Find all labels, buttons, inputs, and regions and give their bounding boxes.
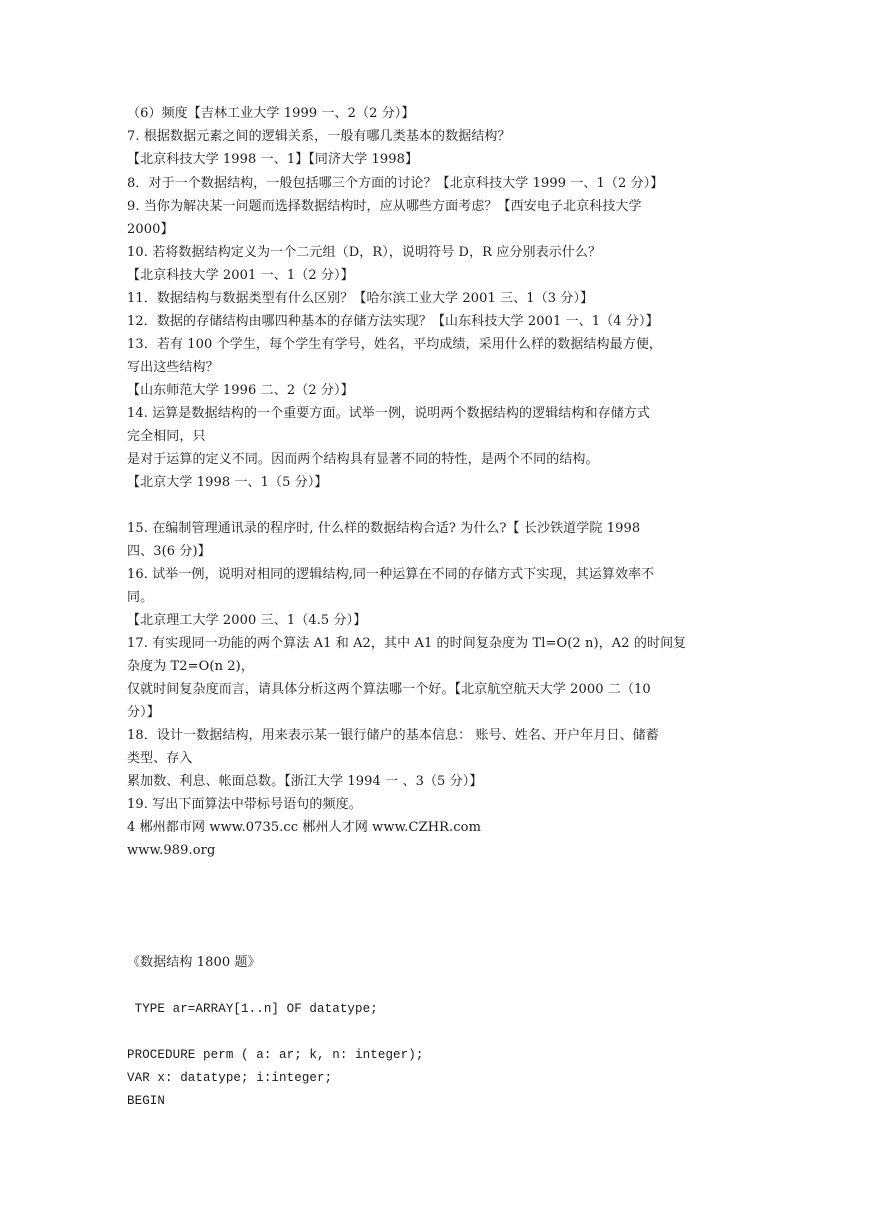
text-line: 分）】 bbox=[127, 705, 160, 720]
text-line: 15. 在编制管理通讯录的程序时, 什么样的数据结构合适? 为什么?【 长沙铁道学院 1998 bbox=[127, 521, 641, 536]
text-line: 11．数据结构与数据类型有什么区别？【哈尔滨工业大学 2001 三、1（3 分）】 bbox=[127, 291, 594, 306]
text-line: 19. 写出下面算法中带标号语句的频度。 bbox=[127, 797, 362, 812]
text-line: 写出这些结构？ bbox=[127, 360, 219, 375]
text-line: 同。 bbox=[127, 590, 154, 605]
text-line: 13．若有 100 个学生，每个学生有学号，姓名，平均成绩，采用什么样的数据结构最方便， bbox=[127, 337, 663, 352]
code-line: BEGIN bbox=[127, 1094, 166, 1108]
footer-url: www.989.org bbox=[127, 843, 216, 858]
text-line: 7. 根据数据元素之间的逻辑关系，一般有哪几类基本的数据结构？ bbox=[127, 129, 511, 144]
text-line: 杂度为 T2=O(n 2)， bbox=[127, 659, 254, 674]
text-line: 是对于运算的定义不同。因而两个结构具有显著不同的特性，是两个不同的结构。 bbox=[127, 452, 599, 467]
text-line: 四、3(6 分)】 bbox=[127, 544, 211, 559]
book-title-header: 《数据结构 1800 题》 bbox=[127, 955, 261, 970]
text-line: （6）频度【吉林工业大学 1999 一、2（2 分）】 bbox=[127, 106, 415, 121]
text-line: 【北京科技大学 2001 一、1（2 分）】 bbox=[127, 268, 354, 283]
text-line: 18．设计一数据结构，用来表示某一银行储户的基本信息： 账号、姓名、开户年月日、储蓄 bbox=[127, 728, 659, 743]
code-line: PROCEDURE perm ( a: ar; k, n: integer); bbox=[127, 1048, 424, 1062]
text-line: 累加数、利息、帐面总数。【浙江大学 1994 一 、3（5 分）】 bbox=[127, 774, 483, 789]
text-line: 8．对于一个数据结构，一般包括哪三个方面的讨论？【北京科技大学 1999 一、1（2 分）】 bbox=[127, 176, 664, 191]
text-line: 16. 试举一例，说明对相同的逻辑结构,同一种运算在不同的存储方式下实现，其运算效率不 bbox=[127, 567, 655, 582]
text-line: 12．数据的存储结构由哪四种基本的存储方法实现？【山东科技大学 2001 一、1（4 分）】 bbox=[127, 314, 659, 329]
text-line: 【北京科技大学 1998 一、1】【同济大学 1998】 bbox=[127, 152, 419, 167]
text-line: 10. 若将数据结构定义为一个二元组（D，R），说明符号 D，R 应分别表示什么？ bbox=[127, 245, 602, 260]
text-line: 仅就时间复杂度而言，请具体分析这两个算法哪一个好。【北京航空航天大学 2000 二（10 bbox=[127, 682, 651, 697]
code-line: TYPE ar=ARRAY[1..n] OF datatype; bbox=[127, 1002, 378, 1016]
text-line: 【山东师范大学 1996 二、2（2 分）】 bbox=[127, 383, 354, 398]
text-line: 9. 当你为解决某一问题而选择数据结构时，应从哪些方面考虑？【西安电子北京科技大学 bbox=[127, 199, 642, 214]
code-line: VAR x: datatype; i:integer; bbox=[127, 1071, 333, 1085]
text-line: 【北京理工大学 2000 三、1（4.5 分）】 bbox=[127, 613, 367, 628]
text-line: 【北京大学 1998 一、1（5 分）】 bbox=[127, 475, 328, 490]
text-line: 完全相同，只 bbox=[127, 429, 206, 444]
footer-links: 4 郴州都市网 www.0735.cc 郴州人才网 www.CZHR.com bbox=[127, 820, 481, 835]
text-line: 17. 有实现同一功能的两个算法 A1 和 A2，其中 A1 的时间复杂度为 Tl=O(2 n)，A2 的时间复 bbox=[127, 636, 687, 651]
text-line: 14. 运算是数据结构的一个重要方面。试举一例，说明两个数据结构的逻辑结构和存储方式 bbox=[127, 406, 651, 421]
text-line: 2000】 bbox=[127, 222, 174, 237]
text-line: 类型、存入 bbox=[127, 751, 193, 766]
